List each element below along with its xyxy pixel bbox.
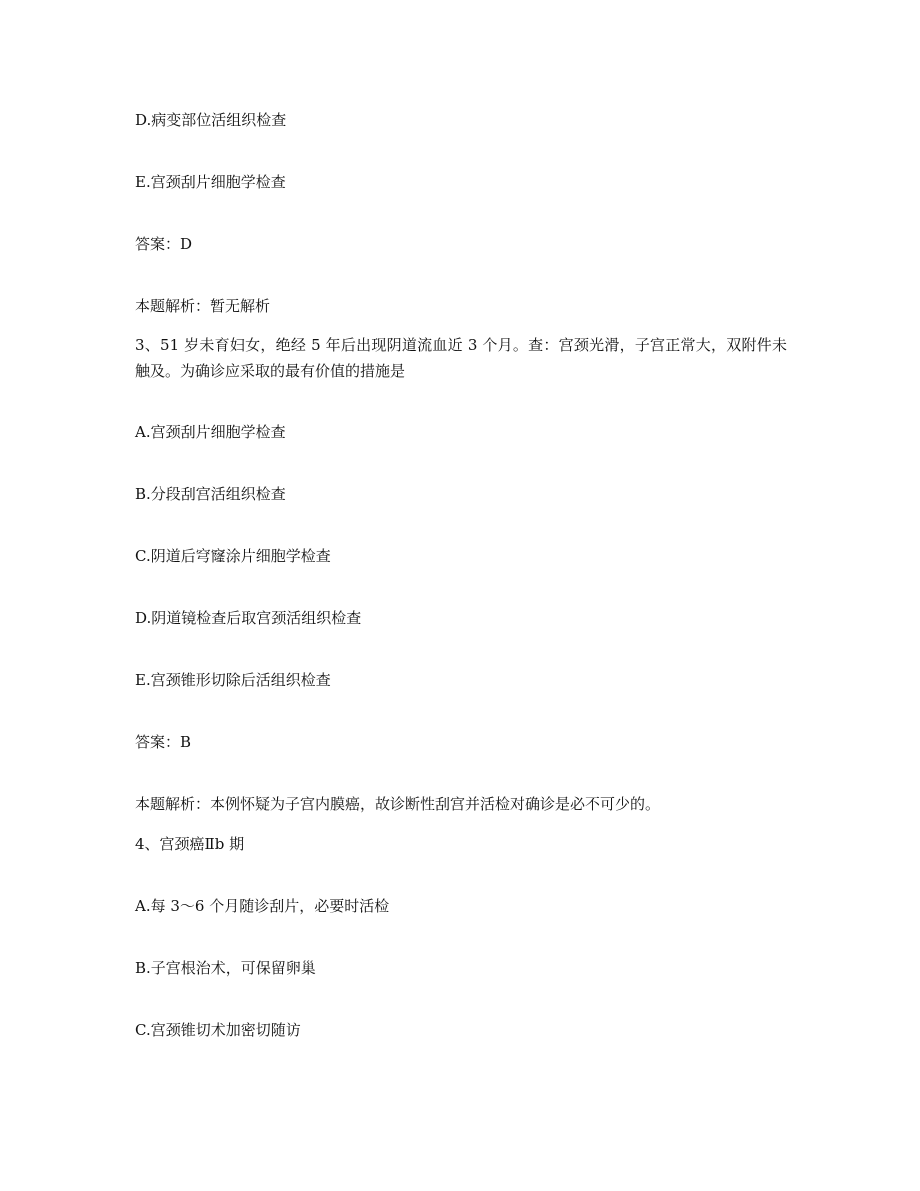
question-3-option-b: B.分段刮宫活组织检查: [135, 485, 286, 503]
question-4-stem: 4、宫颈癌Ⅱb 期: [135, 835, 245, 853]
question-4-option-a: A.每 3～6 个月随诊刮片，必要时活检: [135, 897, 390, 915]
answer-prev-question: 答案：D: [135, 235, 193, 253]
explanation-prev-question: 本题解析：暂无解析: [135, 297, 271, 315]
question-3-answer: 答案：B: [135, 733, 192, 751]
question-3-option-a: A.宫颈刮片细胞学检查: [135, 423, 286, 441]
question-3-option-c: C.阴道后穹窿涂片细胞学检查: [135, 547, 331, 565]
question-3-stem: 3、51 岁未育妇女，绝经 5 年后出现阴道流血近 3 个月。查：宫颈光滑，子宫正常大，双附件未触及。为确诊应采取的最有价值的措施是: [135, 336, 787, 380]
question-4-option-b: B.子宫根治术，可保留卵巢: [135, 959, 316, 977]
question-3-option-d: D.阴道镜检查后取宫颈活组织检查: [135, 609, 362, 627]
question-3-option-e: E.宫颈锥形切除后活组织检查: [135, 671, 331, 689]
option-d-prev-question: D.病变部位活组织检查: [135, 111, 287, 129]
question-4-option-c: C.宫颈锥切术加密切随访: [135, 1021, 301, 1039]
option-e-prev-question: E.宫颈刮片细胞学检查: [135, 173, 286, 191]
question-3-explanation: 本题解析：本例怀疑为子宫内膜癌，故诊断性刮宫并活检对确诊是必不可少的。: [135, 795, 661, 813]
